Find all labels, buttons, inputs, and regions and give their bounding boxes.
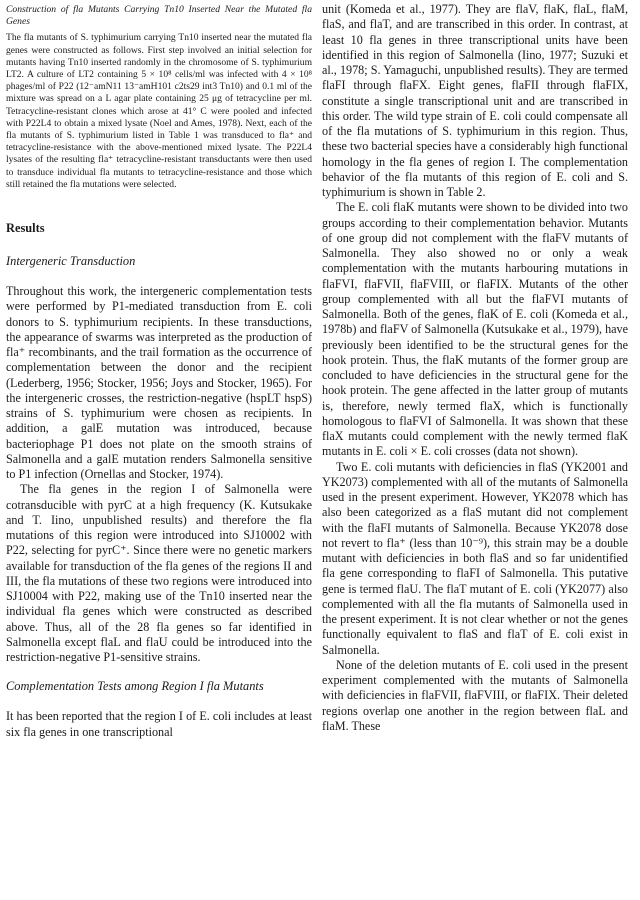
right-paragraph-4: None of the deletion mutants of E. coli used in the present experiment complemented with the mutants of Salmonella with deficiencies in flaFVII, flaFVIII, or flaFIX. Their deleted regions overlap one another in the region between flaL and flaM. These xyxy=(322,657,628,733)
right-paragraph-3: Two E. coli mutants with deficiencies in flaS (YK2001 and YK2073) complemented with all of the mutants of Salmonella used in the present experiment. However, YK2078 which has also been categorized as a flaS mutant did not complement with the flaFI mutants of Salmonella. Because YK2078 dose not revert to fla⁺ (less than 10⁻⁹), this strain may be a double mutant with deficiencies in both flaS and so far unidentified fla gene corresponding to flaFI of Salmonella. This putative gene is termed flaU. The flaT mutant of E. coli (YK2077) also complemented with all the fla mutants of Salmonella used in the present experiment. It is not clear whether or not the genes functionally equivalent to flaS and flaT of E. coli exist in Salmonella. xyxy=(322,459,628,657)
right-paragraph-1: unit (Komeda et al., 1977). They are flaV, flaK, flaL, flaM, flaS, and flaT, and are transcribed in this order. In contrast, at least 10 fla genes in three transcriptional units have been identified in this region of Salmonella (Iino, 1977; Suzuki et al., 1978; S. Yamaguchi, unpublished results). They are termed flaFI through flaFX. Eight genes, flaFII through flaFIX, constitute a single transcriptional unit and are transcribed in this order. The wild type strain of E. coli could compensate all of the fla mutations of S. typhimurium in this region. Thus, these two bacterial species have a considerably high functional homology in the fla genes of region I. The complementation behavior of the fla mutants of this region of E. coli and S. typhimurium is shown in Table 2. xyxy=(322,2,628,199)
intergeneric-paragraph-1: Throughout this work, the intergeneric complementation tests were performed by P1-mediated transduction from E. coli donors to S. typhimurium recipients. In these transductions, the appearance of swarms was interpreted as the production of fla⁺ recombinants, and the trail formation as the occurrence of complementation between the donor and the recipient (Lederberg, 1956; Stocker, 1956; Joys and Stocker, 1965). For the intergeneric crosses, the restriction-negative (hspLT hspS) strains of S. typhimurium were chosen as recipients. In addition, a galE mutation was introduced, because bacteriophage P1 does not plate on the smooth strains of Salmonella and a galE mutation renders Salmonella sensitive to P1 infection (Ornellas and Stocker, 1974). xyxy=(6,284,312,482)
methods-paragraph: The fla mutants of S. typhimurium carrying Tn10 inserted near the mutated fla genes were constructed as follows. First step involved an initial selection for mutants having Tn10 inserted randomly in the chromosome of S. typhimurium LT2. A culture of LT2 containing 5 × 10⁸ cells/ml was infected with 4 × 10⁸ phages/ml of P22 (12⁻amN11 13⁻amH101 c2ts29 int3 Tn10) and 0.1 ml of the mixture was spread on a L agar plate containing 25 μg of tetracycline per ml. Tetracycline-resistant clones which arose at 41° C were pooled and infected with P22L4 to obtain a mixed lysate (Noel and Ames, 1978). Next, each of the fla mutants of S. typhimurium listed in Table 1 was transduced to fla⁺ and tetracycline-resistance with the above-mentioned mixed lysate. The P22L4 lysates of the resulting fla⁺ tetracycline-resistant transductants were then used to transduce individual fla mutants to tetracycline-resistance and those which still retained the fla mutations were selected. xyxy=(6,32,312,190)
complementation-paragraph-1: It has been reported that the region I of E. coli includes at least six fla genes in one transcriptional xyxy=(6,709,312,739)
intergeneric-transduction-heading: Intergeneric Transduction xyxy=(6,254,136,269)
complementation-tests-heading: Complementation Tests among Region I fla Mutants xyxy=(6,679,264,694)
intergeneric-paragraph-2: The fla genes in the region I of Salmonella were cotransducible with pyrC at a high frequency (K. Kutsukake and T. Iino, unpublished results) and therefore the fla mutations of this region were introduced into SJ10002 with P22, selecting for pyrC⁺. Since there were no genetic markers available for transduction of the fla genes of the regions II and III, the fla mutations of these two regions were introduced into SJ10004 with P22, making use of the Tn10 inserted near the individual fla genes which were constructed as described above. Thus, all of the 28 fla genes so far identified in Salmonella except flaL and flaU could be introduced into the restriction-negative P1-sensitive strains. xyxy=(6,482,312,665)
right-paragraph-2: The E. coli flaK mutants were shown to be divided into two groups according to their complementation behavior. Mutants of one group did not complement with the flaFV mutants of Salmonella. They also showed no or only a weak complementation with the mutants harbouring mutations in flaFVI, flaFVII, flaFVIII, or flaFIX. Mutants of the other group complemented with all but the flaFVI mutants of Salmonella. Both of the genes, flaK of E. coli (Komeda et al., 1978b) and flaFV of Salmonella (Kutsukake et al., 1979), have previously been identified to be the structural genes for the hook protein. Thus, the flaK mutants of the former group are concluded to have deficiencies in the structural gene for the hook protein. The gene affected in the latter group of mutants is, therefore, newly termed flaX, which is functionally homologous to flaFVI of Salmonella. It was shown that these flaX mutants could complement with the newly termed flaK mutants in E. coli × E. coli crosses (data not shown). xyxy=(322,200,628,459)
methods-subheading: Construction of fla Mutants Carrying Tn10 Inserted Near the Mutated fla Genes xyxy=(6,4,312,28)
left-column xyxy=(6,4,312,740)
results-heading: Results xyxy=(6,221,45,236)
right-column xyxy=(322,2,628,734)
